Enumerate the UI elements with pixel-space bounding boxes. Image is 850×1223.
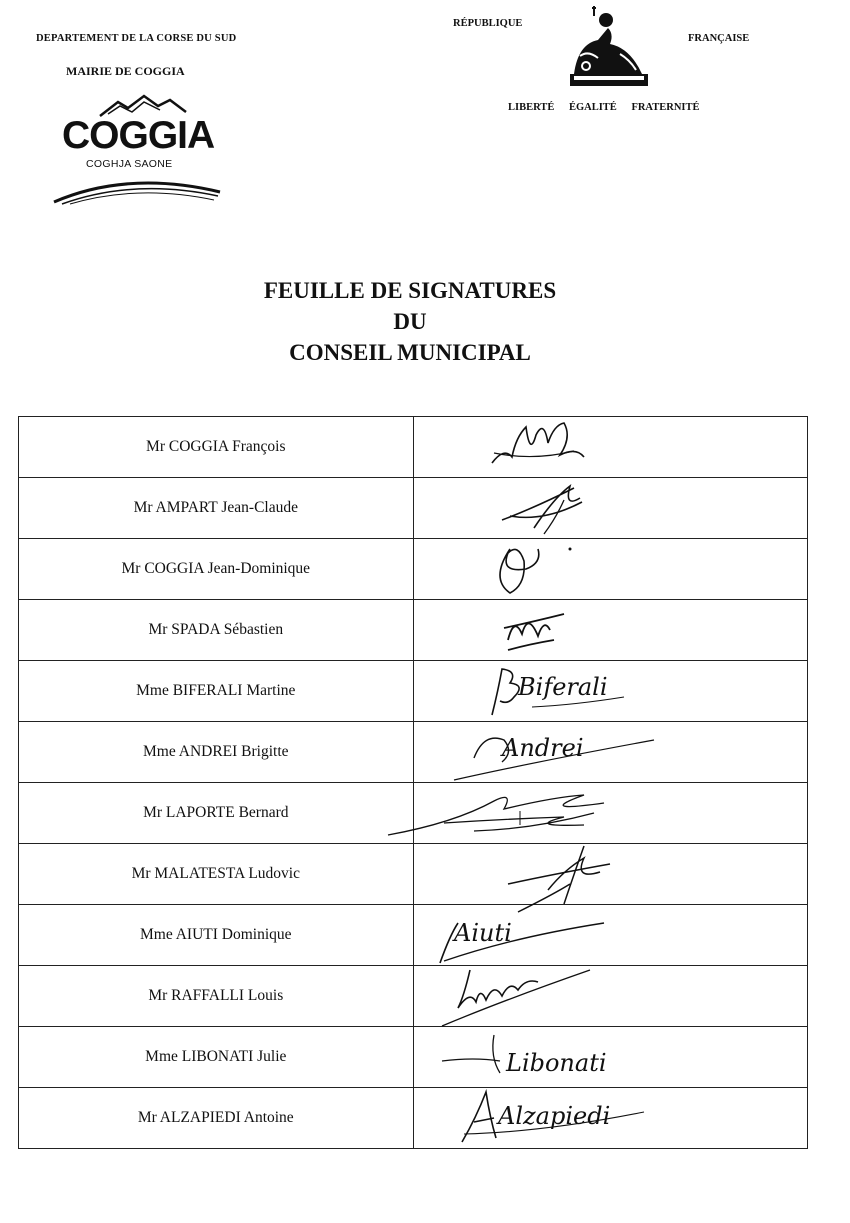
signature-cell [413, 661, 807, 722]
signature-cell [413, 966, 807, 1027]
member-name: Mr RAFFALLI Louis [19, 966, 414, 1027]
table-row [19, 722, 808, 783]
handwritten-signature [414, 539, 808, 599]
member-name: Mr COGGIA François [19, 417, 414, 478]
member-name: Mme ANDREI Brigitte [19, 722, 414, 783]
marianne-seal-icon [564, 4, 652, 90]
logo-subtitle: COGHJA SAONE [86, 158, 173, 170]
handwritten-signature [414, 1088, 808, 1148]
handwritten-signature [414, 905, 808, 965]
department-heading: DEPARTEMENT DE LA CORSE DU SUD [36, 33, 237, 44]
signature-script: Alzapiedi [497, 1102, 610, 1130]
handwritten-signature [414, 417, 808, 477]
handwritten-signature [414, 478, 808, 538]
signature-cell [413, 539, 807, 600]
handwritten-signature [414, 722, 808, 782]
signature-cell [413, 722, 807, 783]
table-row [19, 905, 808, 966]
motto-egalite: ÉGALITÉ [568, 102, 617, 113]
document-title-line-1: FEUILLE DE SIGNATURES [263, 278, 557, 303]
table-row [19, 1088, 808, 1149]
signature-cell [413, 1027, 807, 1088]
motto-fraternite: FRATERNITÉ [631, 102, 700, 113]
handwritten-signature [414, 661, 808, 721]
document-title-line-2: DU [393, 309, 427, 334]
signature-cell [413, 844, 807, 905]
member-name: Mr SPADA Sébastien [19, 600, 414, 661]
signature-script: Libonati [505, 1049, 607, 1077]
mairie-heading: MAIRIE DE COGGIA [66, 64, 185, 78]
signature-script: Andrei [501, 734, 584, 762]
handwritten-signature [414, 844, 808, 904]
table-row [19, 1027, 808, 1088]
table-row [19, 661, 808, 722]
member-name: Mr AMPART Jean-Claude [19, 478, 414, 539]
document-title-line-3: CONSEIL MUNICIPAL [289, 340, 531, 365]
francaise-label: FRANÇAISE [688, 33, 750, 44]
table-row [19, 417, 808, 478]
signature-cell [413, 905, 807, 966]
coggia-logo [48, 92, 228, 208]
signature-table [18, 416, 808, 1149]
member-name: Mr LAPORTE Bernard [19, 783, 414, 844]
member-name: Mme BIFERALI Martine [19, 661, 414, 722]
handwritten-signature [414, 1027, 808, 1087]
table-row [19, 539, 808, 600]
member-name: Mr MALATESTA Ludovic [19, 844, 414, 905]
table-row [19, 783, 808, 844]
table-row [19, 478, 808, 539]
logo-wordmark: COGGIA [62, 114, 215, 157]
signature-cell [413, 600, 807, 661]
signature-cell [413, 1088, 807, 1149]
member-name: Mme LIBONATI Julie [19, 1027, 414, 1088]
republique-label: RÉPUBLIQUE [453, 18, 523, 29]
member-name: Mr ALZAPIEDI Antoine [19, 1088, 414, 1149]
table-row [19, 844, 808, 905]
signature-script: Biferali [517, 673, 608, 701]
signature-cell [413, 783, 807, 844]
signature-script: Aiuti [453, 919, 512, 947]
member-name: Mme AIUTI Dominique [19, 905, 414, 966]
motto-liberte: LIBERTÉ [508, 102, 555, 113]
handwritten-signature [414, 966, 808, 1026]
handwritten-signature [414, 600, 808, 660]
table-row [19, 600, 808, 661]
handwritten-signature [414, 783, 808, 843]
signature-cell [413, 478, 807, 539]
republic-motto [508, 102, 712, 113]
table-row [19, 966, 808, 1027]
signature-cell [413, 417, 807, 478]
member-name: Mr COGGIA Jean-Dominique [19, 539, 414, 600]
